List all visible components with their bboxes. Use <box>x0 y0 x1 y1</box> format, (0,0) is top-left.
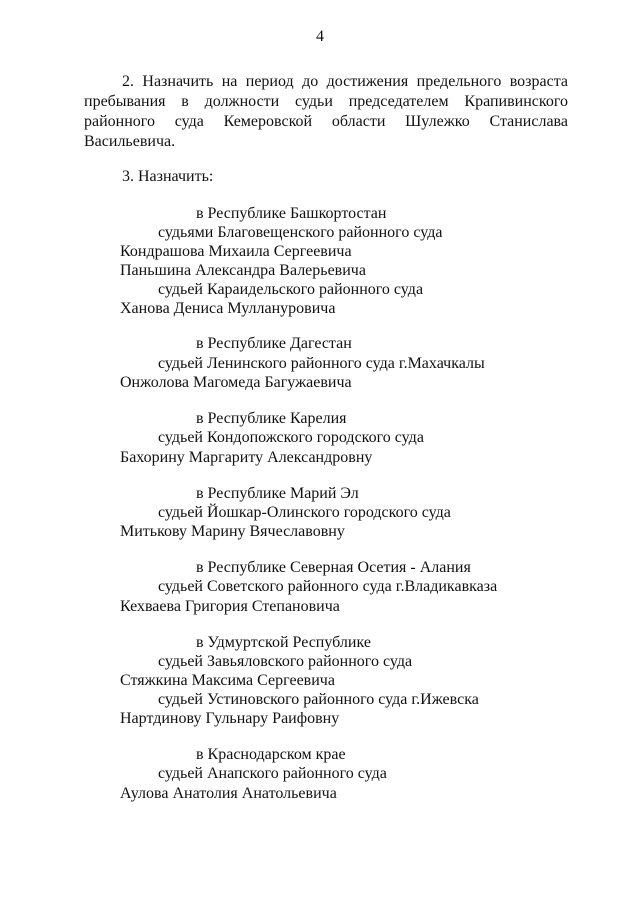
court-line: судьей Советского районного суда г.Владикавказа <box>158 578 498 595</box>
paragraph-2-line: 2. Назначить на период до достижения предельного возраста <box>122 73 568 90</box>
person-line: Стяжкина Максима Сергеевича <box>120 672 335 689</box>
person-line: Кехваева Григория Степановича <box>120 598 340 615</box>
page-number: 4 <box>316 28 324 45</box>
person-line: Митькову Марину Вячеславовну <box>120 523 345 540</box>
court-line: судьей Устиновского районного суда г.Ижевска <box>158 691 479 708</box>
court-line: судьями Благовещенского районного суда <box>158 224 443 241</box>
paragraph-2-line: пребывания в должности судьи председателем Крапивинского <box>84 93 568 110</box>
paragraph-2-line: Васильевича. <box>84 133 176 150</box>
person-line: Онжолова Магомеда Багужаевича <box>120 374 352 391</box>
court-line: судьей Караидельского районного суда <box>158 281 424 298</box>
region-line: в Удмуртской Республике <box>196 634 371 651</box>
person-line: Бахорину Маргариту Александровну <box>120 449 373 466</box>
person-line: Паньшина Александра Валерьевича <box>120 262 366 279</box>
region-line: в Республике Башкортостан <box>196 205 387 222</box>
court-line: судьей Кондопожского городского суда <box>158 429 424 446</box>
court-line: судьей Завьяловского районного суда <box>158 653 413 670</box>
paragraph-2 <box>84 72 568 152</box>
court-line: судьей Анапского районного суда <box>158 765 387 782</box>
person-line: Ханова Дениса Муллануровича <box>120 300 336 317</box>
region-line: в Краснодарском крае <box>196 746 346 763</box>
person-line: Нартдинову Гульнару Раифовну <box>120 710 340 727</box>
court-line: судьей Йошкар-Олинского городского суда <box>158 504 451 521</box>
person-line: Кондрашова Михаила Сергеевича <box>120 243 352 260</box>
region-line: в Республике Дагестан <box>196 335 352 352</box>
paragraph-3-heading: 3. Назначить: <box>122 168 214 185</box>
region-line: в Республике Карелия <box>196 410 347 427</box>
court-line: судьей Ленинского районного суда г.Махачкалы <box>158 355 485 372</box>
person-line: Аулова Анатолия Анатольевича <box>120 785 337 802</box>
region-line: в Республике Северная Осетия - Алания <box>196 559 471 576</box>
paragraph-2-line: районного суда Кемеровской области Шулежко Станислава <box>84 113 568 130</box>
region-line: в Республике Марий Эл <box>196 485 359 502</box>
